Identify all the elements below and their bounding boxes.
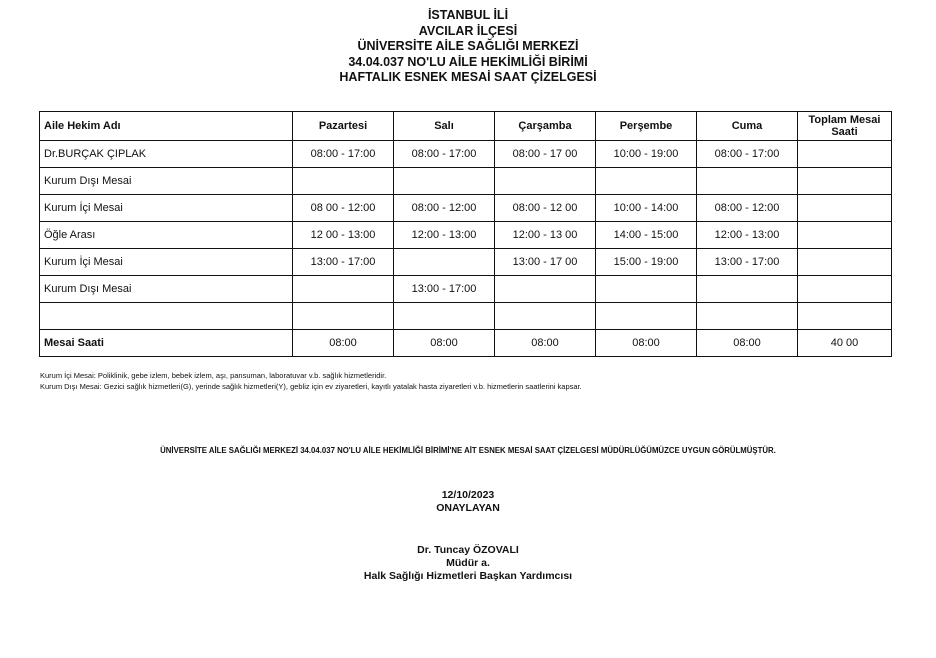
table-cell: 12:00 - 13 00 bbox=[495, 222, 596, 249]
column-header-monday: Pazartesi bbox=[293, 112, 394, 141]
table-cell: 08:00 - 17:00 bbox=[293, 141, 394, 168]
table-row bbox=[40, 249, 892, 276]
row-label: Kurum İçi Mesai bbox=[40, 249, 293, 276]
table-cell: 13:00 - 17:00 bbox=[293, 249, 394, 276]
table-cell: 08:00 - 12 00 bbox=[495, 195, 596, 222]
row-label bbox=[40, 303, 293, 330]
table-cell: 08:00 - 17 00 bbox=[495, 141, 596, 168]
table-row bbox=[40, 276, 892, 303]
table-footer-row bbox=[40, 330, 892, 357]
footer-total-cell: 40 00 bbox=[798, 330, 892, 357]
header-center: ÜNİVERSİTE AİLE SAĞLIĞI MERKEZİ bbox=[357, 39, 579, 53]
table-row bbox=[40, 168, 892, 195]
signatory-position: Halk Sağlığı Hizmetleri Başkan Yardımcısı bbox=[363, 570, 573, 582]
column-header-doctor: Aile Hekim Adı bbox=[40, 112, 293, 141]
table-cell bbox=[596, 303, 697, 330]
table-cell bbox=[798, 276, 892, 303]
footer-cell: 08:00 bbox=[596, 330, 697, 357]
table-cell bbox=[495, 303, 596, 330]
table-cell bbox=[798, 303, 892, 330]
footer-cell: 08:00 bbox=[293, 330, 394, 357]
table-cell: 10:00 - 14:00 bbox=[596, 195, 697, 222]
table-cell: 08:00 - 12:00 bbox=[394, 195, 495, 222]
header-unit: 34.04.037 NO'LU AİLE HEKİMLİĞİ BİRİMİ bbox=[348, 54, 588, 69]
table-cell bbox=[495, 168, 596, 195]
footer-cell: 08:00 bbox=[495, 330, 596, 357]
table-cell bbox=[394, 303, 495, 330]
column-header-wednesday: Çarşamba bbox=[495, 112, 596, 141]
table-cell: 13:00 - 17:00 bbox=[697, 249, 798, 276]
column-header-thursday: Perşembe bbox=[596, 112, 697, 141]
footer-cell: 08:00 bbox=[394, 330, 495, 357]
table-cell: 12:00 - 13:00 bbox=[697, 222, 798, 249]
note-external: Kurum Dışı Mesai: Gezici sağlık hizmetleri(G), yerinde sağlık hizmetleri(Y), gebliz için ev ziyaretleri, kayıtlı yatalak hasta ziyaretleri v.b. hizmetlerin saatlerini kapsar. bbox=[40, 382, 582, 391]
table-cell bbox=[798, 249, 892, 276]
column-header-total: Toplam Mesai Saati bbox=[798, 112, 892, 141]
table-cell: 15:00 - 19:00 bbox=[596, 249, 697, 276]
table-cell: 12:00 - 13:00 bbox=[394, 222, 495, 249]
table-cell bbox=[293, 168, 394, 195]
table-row bbox=[40, 303, 892, 330]
table-cell: 13:00 - 17:00 bbox=[394, 276, 495, 303]
table-cell: 08 00 - 12:00 bbox=[293, 195, 394, 222]
row-label: Kurum Dışı Mesai bbox=[40, 168, 293, 195]
approval-date: 12/10/2023 bbox=[441, 489, 495, 501]
table-cell bbox=[697, 303, 798, 330]
document-header bbox=[0, 8, 936, 86]
approval-date-block bbox=[0, 489, 936, 515]
schedule-table bbox=[39, 111, 892, 357]
table-cell bbox=[798, 195, 892, 222]
header-district: AVCILAR İLÇESİ bbox=[418, 23, 518, 38]
row-label: Kurum Dışı Mesai bbox=[40, 276, 293, 303]
footer-cell: 08:00 bbox=[697, 330, 798, 357]
table-row bbox=[40, 141, 892, 168]
table-cell bbox=[596, 276, 697, 303]
column-header-tuesday: Salı bbox=[394, 112, 495, 141]
table-cell: 08:00 - 17:00 bbox=[697, 141, 798, 168]
table-cell: 14:00 - 15:00 bbox=[596, 222, 697, 249]
footer-label: Mesai Saati bbox=[40, 330, 293, 357]
table-cell bbox=[495, 276, 596, 303]
table-cell bbox=[697, 276, 798, 303]
table-cell bbox=[798, 222, 892, 249]
table-cell bbox=[596, 168, 697, 195]
header-province: İSTANBUL İLİ bbox=[427, 8, 509, 22]
row-label: Kurum İçi Mesai bbox=[40, 195, 293, 222]
row-label: Dr.BURÇAK ÇIPLAK bbox=[40, 141, 293, 168]
table-cell bbox=[293, 276, 394, 303]
table-cell bbox=[798, 141, 892, 168]
table-cell: 13:00 - 17 00 bbox=[495, 249, 596, 276]
table-cell bbox=[293, 303, 394, 330]
table-cell bbox=[798, 168, 892, 195]
approval-statement: ÜNİVERSİTE AİLE SAĞLIĞI MERKEZİ 34.04.037 NO'LU AİLE HEKİMLİĞİ BİRİMİ'NE AİT ESNEK MESAİ SAAT ÇİZELGESİ MÜDÜRLÜĞÜMÜZCE UYGUN GÖRÜLMÜŞTÜR. bbox=[160, 446, 776, 455]
table-cell: 10:00 - 19:00 bbox=[596, 141, 697, 168]
table-cell: 12 00 - 13:00 bbox=[293, 222, 394, 249]
signatory-block bbox=[0, 544, 936, 583]
table-cell bbox=[394, 249, 495, 276]
table-cell bbox=[394, 168, 495, 195]
table-header-row bbox=[40, 112, 892, 141]
signatory-name: Dr. Tuncay ÖZOVALI bbox=[417, 544, 519, 556]
table-cell: 08:00 - 12:00 bbox=[697, 195, 798, 222]
note-internal: Kurum İçi Mesai: Poliklinik, gebe izlem, bebek izlem, aşı, pansuman, laboratuvar v.b. sağlık hizmetleridir. bbox=[40, 371, 387, 380]
approval-status: ONAYLAYAN bbox=[436, 502, 500, 514]
notes-block bbox=[40, 370, 582, 392]
table-cell bbox=[697, 168, 798, 195]
table-cell: 08:00 - 17:00 bbox=[394, 141, 495, 168]
signatory-title: Müdür a. bbox=[446, 557, 490, 569]
table-row bbox=[40, 222, 892, 249]
document-title: HAFTALIK ESNEK MESAİ SAAT ÇİZELGESİ bbox=[339, 70, 597, 84]
table-row bbox=[40, 195, 892, 222]
row-label: Öğle Arası bbox=[40, 222, 293, 249]
column-header-friday: Cuma bbox=[697, 112, 798, 141]
